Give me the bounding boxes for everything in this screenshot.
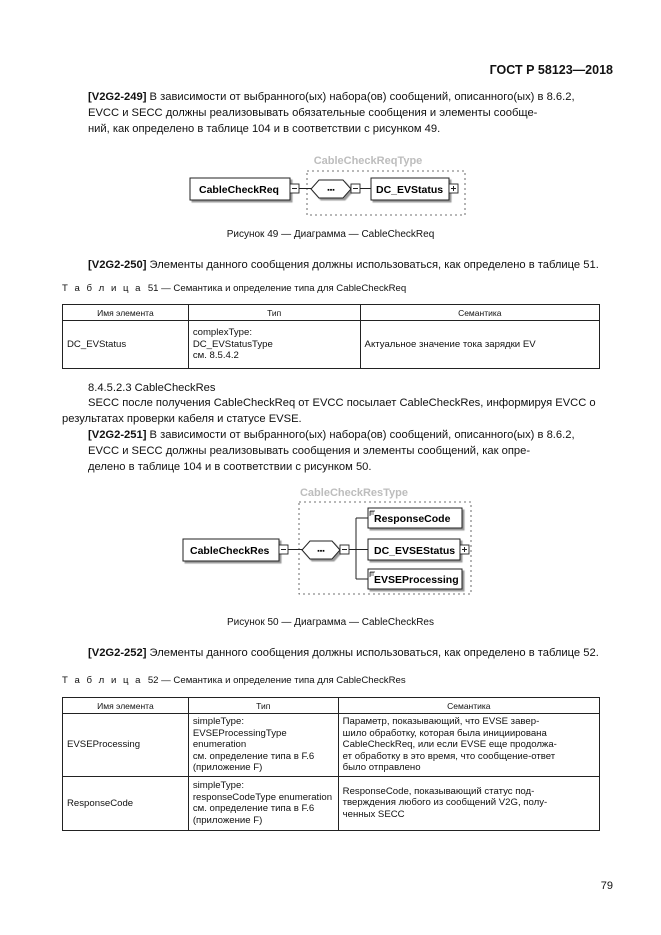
type-line: simpleType:	[192, 780, 245, 791]
section-heading: 8.4.5.2.3 CableCheckRes	[88, 382, 216, 394]
column-header: Тип	[188, 305, 360, 321]
semantics-cell: Актуальное значение тока зарядки EV	[360, 321, 599, 369]
text-line: Элементы данного сообщения должны использоваться, как определено в таблице 51.	[146, 259, 599, 271]
child-element-label: DC_EVStatus	[376, 184, 444, 196]
text-line: делено в таблице 104 и в соответствии с рисунком 50.	[88, 461, 372, 473]
semantics-cell	[338, 714, 599, 777]
sequence-dots: ▪▪▪	[317, 548, 325, 555]
semantics-line: шило обработку, которая была инициирована	[342, 727, 547, 739]
column-header: Тип	[188, 698, 338, 714]
sequence-dots: ▪▪▪	[327, 187, 335, 194]
document-id: ГОСТ Р 58123—2018	[489, 63, 613, 77]
section-text	[62, 395, 600, 427]
type-line: (приложение F)	[192, 762, 263, 773]
type-line: EVSEProcessingType enumeration	[192, 727, 287, 750]
column-header: Имя элемента	[63, 698, 189, 714]
semantics-line: ченных SECC	[342, 808, 405, 820]
type-line: DC_EVStatusType	[192, 338, 273, 350]
requirement-v2g2-249	[88, 89, 600, 137]
element-name-cell: ResponseCode	[63, 776, 189, 830]
type-cell	[188, 321, 360, 369]
semantics-cell	[338, 776, 599, 830]
column-header: Семантика	[338, 698, 599, 714]
table-52	[62, 697, 600, 831]
type-line: (приложение F)	[192, 814, 263, 826]
table-51-caption	[62, 283, 406, 294]
requirement-ref: [V2G2-249]	[88, 91, 147, 103]
text-line: результатах проверки кабеля и статусе EVSE.	[62, 413, 302, 425]
text-line: SECC после получения CableCheckReq от EVCC посылает CableCheckRes, информируя EVCC о	[88, 397, 596, 409]
table-row	[63, 776, 600, 830]
semantics-line: ет обработку в это время, что сообщение-ответ	[342, 750, 556, 762]
text-line: EVCC и SECC должны реализовывать обязательные сообщения и элементы сообще-	[88, 107, 538, 119]
root-element-label: CableCheckReq	[199, 184, 279, 196]
root-element-label: CableCheckRes	[190, 545, 270, 557]
diagram-cablecheckres	[178, 478, 478, 600]
text-line: ний, как определено в таблице 104 и в соответствии с рисунком 49.	[88, 123, 441, 135]
type-line: responseCodeType enumeration	[192, 791, 333, 803]
requirement-v2g2-251	[88, 427, 600, 475]
semantics-line: ResponseCode, показывающий статус под-	[342, 785, 535, 797]
page-number: 79	[600, 880, 613, 892]
diagram-cablecheckreq	[185, 150, 475, 222]
semantics-line: CableCheckReq, или если EVSE еще продолжа-	[342, 739, 557, 750]
figure-49-caption: Рисунок 49 — Диаграмма — CableCheckReq	[226, 229, 435, 240]
table-52-caption	[62, 675, 406, 686]
type-label: CableCheckReqType	[313, 155, 423, 167]
element-name-cell: DC_EVStatus	[63, 321, 189, 369]
figure-50-caption: Рисунок 50 — Диаграмма — CableCheckRes	[227, 617, 434, 628]
table-row	[63, 321, 600, 369]
table-row	[63, 714, 600, 777]
column-header: Семантика	[360, 305, 599, 321]
type-line: complexType:	[192, 327, 253, 339]
table-title: 52 — Семантика и определение типа для CableCheckRes	[147, 675, 406, 686]
type-label: CableCheckResType	[299, 487, 409, 499]
table-title: 51 — Семантика и определение типа для CableCheckReq	[147, 283, 407, 294]
requirement-v2g2-252	[88, 645, 600, 661]
text-line: В зависимости от выбранного(ых) набора(ов) сообщений, описанного(ых) в 8.6.2,	[146, 91, 575, 103]
table-label: Т а б л и ц а	[62, 675, 143, 686]
semantics-line: тверждения любого из сообщений V2G, полу-	[342, 797, 548, 809]
column-header: Имя элемента	[63, 305, 189, 321]
type-line: см. определение типа в F.6	[192, 750, 315, 762]
semantics-line: было отправлено	[342, 762, 421, 773]
child-element-label: DC_EVSEStatus	[374, 545, 456, 557]
requirement-v2g2-250	[88, 257, 600, 273]
type-line: см. 8.5.4.2	[192, 350, 239, 362]
requirement-ref: [V2G2-250]	[88, 259, 147, 271]
semantics-line: Параметр, показывающий, что EVSE завер-	[342, 716, 540, 727]
table-51	[62, 304, 600, 369]
child-element-label: ResponseCode	[374, 513, 451, 525]
child-element-label: EVSEProcessing	[374, 574, 459, 586]
type-cell	[188, 714, 338, 777]
text-line: В зависимости от выбранного(ых) набора(ов) сообщений, описанного(ых) в 8.6.2,	[146, 429, 575, 441]
requirement-ref: [V2G2-251]	[88, 429, 147, 441]
requirement-ref: [V2G2-252]	[88, 647, 147, 659]
text-line: EVCC и SECC должны реализовывать сообщения и элементы сообщений, как опре-	[88, 445, 531, 457]
table-label: Т а б л и ц а	[62, 283, 143, 294]
type-line: см. определение типа в F.6	[192, 803, 315, 814]
type-cell	[188, 776, 338, 830]
table-header-row	[63, 305, 600, 321]
element-name-cell: EVSEProcessing	[63, 714, 189, 777]
text-line: Элементы данного сообщения должны использоваться, как определено в таблице 52.	[146, 647, 599, 659]
type-line: simpleType:	[192, 716, 245, 727]
table-header-row	[63, 698, 600, 714]
